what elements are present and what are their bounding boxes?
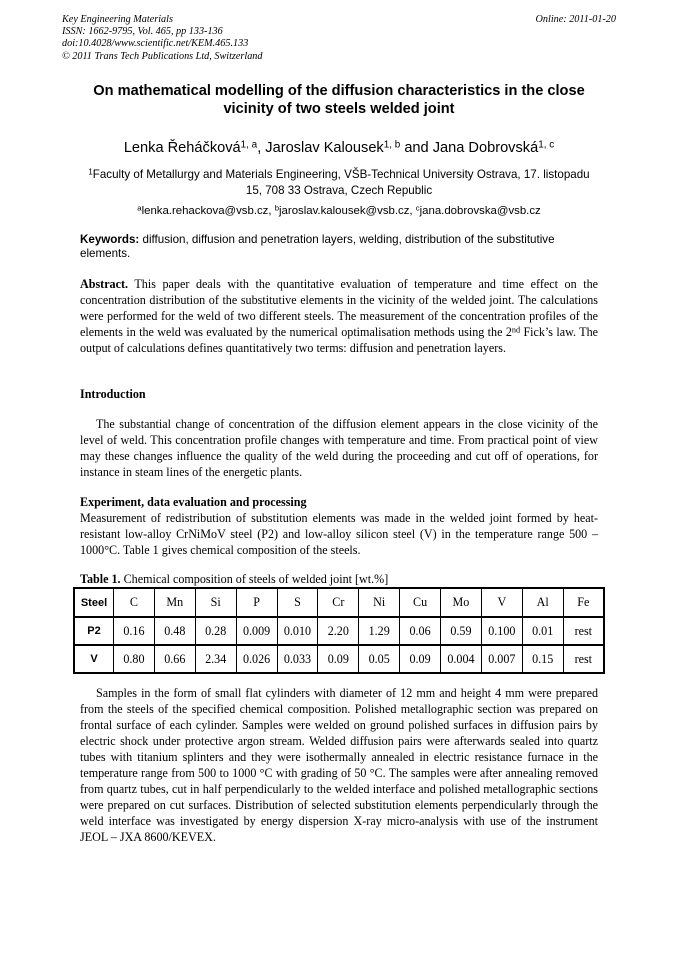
author-separator: and — [400, 140, 433, 156]
table-cell: 2.20 — [318, 617, 359, 645]
affiliation-mark: 1 — [88, 167, 93, 177]
author-list — [62, 139, 616, 157]
email-address[interactable]: jaroslav.kalousek@vsb.cz — [279, 205, 410, 217]
composition-table — [73, 587, 605, 674]
table-row — [74, 617, 604, 645]
author-name: Jana Dobrovská — [432, 140, 539, 156]
table-cell: 1.29 — [359, 617, 400, 645]
table-cell: 0.01 — [522, 617, 563, 645]
email-mark: a — [137, 203, 142, 213]
author-separator: , — [257, 140, 266, 156]
author-name: Jaroslav Kalousek — [265, 140, 384, 156]
abstract-label: Abstract. — [80, 277, 129, 291]
table-header-cell: Mn — [154, 588, 195, 617]
table-header-cell: Cr — [318, 588, 359, 617]
email-list — [62, 204, 616, 219]
author-affiliation-mark: 1, a — [240, 139, 258, 151]
email-separator: , — [268, 205, 275, 217]
abstract — [80, 276, 598, 356]
table-header-cell: Fe — [563, 588, 604, 617]
table-cell: 0.48 — [154, 617, 195, 645]
email-separator: , — [409, 205, 416, 217]
table-header-cell: Al — [522, 588, 563, 617]
table-cell: 0.033 — [277, 645, 318, 673]
table-cell: 0.05 — [359, 645, 400, 673]
table-cell: P2 — [74, 617, 114, 645]
table-header-cell: Cu — [400, 588, 441, 617]
email-address[interactable]: lenka.rehackova@vsb.cz — [141, 205, 269, 217]
table-cell: 0.004 — [441, 645, 482, 673]
table-cell: rest — [563, 645, 604, 673]
introduction-paragraph: The substantial change of concentration of the diffusion element appears in the close vicinity of the level of weld. This concentration profile changes with temperature and time. From practical point of view may these changes influence the quality of the weld during the proceeding and cut off of operations, for instance in steam lines of the energetic plants. — [80, 417, 598, 479]
table-caption — [80, 572, 388, 587]
table-cell: 0.59 — [441, 617, 482, 645]
table-cell: 0.010 — [277, 617, 318, 645]
experiment-heading: Experiment, data evaluation and processing — [80, 495, 307, 509]
table-cell: V — [74, 645, 114, 673]
table-header-row — [74, 588, 604, 617]
experiment-paragraph: Measurement of redistribution of substitution elements was made in the welded joint formed by heat-resistant low-alloy CrNiMoV steel (P2) and low-alloy silicon steel (V) in the temperature range 500 – 1000°C. Table 1 gives chemical composition of the steels. — [80, 511, 598, 557]
online-date: Online: 2011-01-20 — [535, 14, 616, 25]
table-caption-text: Chemical composition of steels of welded joint [wt.%] — [120, 572, 389, 586]
abstract-text: This paper deals with the quantitative evaluation of temperature and time effect on the concentration distribution of the substitutive elements in the vicinity of the welded joint. The calculations were performed for the weld of two different steels. The measurement of the concentration profiles of the elements in the weld was evaluated by the numerical optimalisation methods using the 2 — [80, 277, 598, 339]
table-cell: 2.34 — [195, 645, 236, 673]
email-mark: c — [415, 203, 420, 213]
table-cell: 0.007 — [481, 645, 522, 673]
table-header-cell: Si — [195, 588, 236, 617]
table-cell: 0.15 — [522, 645, 563, 673]
table-caption-label: Table 1. — [80, 572, 121, 586]
table-header-cell: C — [114, 588, 155, 617]
samples-paragraph: Samples in the form of small flat cylinders with diameter of 12 mm and height 4 mm were prepared from the steels of the specified chemical composition. Polished metallographic section was prepared on frontal surface of each cylinder. Samples were welded on ground polished surfaces in diffusion pairs by electric shock under protective argon stream. Welded diffusion pairs were afterwards sealed into quartz tubes with titanium splinters and they were isothermally annealed in electric resistance furnace in the temperature range from 500 to 1000 °C with grading of 50 °C. The samples were after annealing removed from quartz tubes, cut in half perpendicularly to the welded interface and polished metallographic sections were prepared on cut surfaces. Distribution of selected substitution elements perpendicularly through the weld interface was investigated by energy dispersion X-ray micro-analysis with use of the instrument JEOL – JXA 8600/KEVEX. — [80, 686, 598, 844]
table-cell: 0.09 — [318, 645, 359, 673]
table-row — [74, 645, 604, 673]
table-cell: 0.009 — [236, 617, 277, 645]
journal-copyright: © 2011 Trans Tech Publications Ltd, Switzerland — [62, 50, 263, 62]
table-cell: 0.80 — [114, 645, 155, 673]
email-address[interactable]: jana.dobrovska@vsb.cz — [419, 205, 541, 217]
keywords — [80, 233, 598, 261]
paper-title: On mathematical modelling of the diffusion characteristics in the close vicinity of two steels welded joint — [93, 83, 585, 117]
author-affiliation-mark: 1, c — [538, 139, 555, 151]
journal-doi: doi:10.4028/www.scientific.net/KEM.465.133 — [62, 38, 249, 50]
author-name: Lenka Řeháčková — [123, 140, 241, 156]
journal-name: Key Engineering Materials — [62, 14, 173, 25]
table-header-cell: Steel — [74, 588, 114, 617]
journal-issn: ISSN: 1662-9795, Vol. 465, pp 133-136 — [62, 26, 223, 38]
table-header-cell: V — [481, 588, 522, 617]
table-header-cell: S — [277, 588, 318, 617]
table-cell: 0.100 — [481, 617, 522, 645]
table-cell: 0.026 — [236, 645, 277, 673]
table-header-cell: Ni — [359, 588, 400, 617]
author-affiliation-mark: 1, b — [383, 139, 401, 151]
abstract-superscript: nd — [511, 325, 521, 335]
table-cell: 0.28 — [195, 617, 236, 645]
email-mark: b — [274, 203, 280, 213]
journal-header — [62, 14, 262, 63]
table-cell: rest — [563, 617, 604, 645]
table-cell: 0.06 — [400, 617, 441, 645]
keywords-label: Keywords: — [80, 233, 140, 246]
table-cell: 0.66 — [154, 645, 195, 673]
keywords-text: diffusion, diffusion and penetration layers, welding, distribution of the substitutive elements. — [80, 233, 555, 261]
affiliation — [80, 167, 598, 198]
abstract-text-end: Fick’s law. The output of calculations defines quantitatively two terms: diffusion and penetration layers. — [80, 325, 599, 355]
introduction-heading: Introduction — [80, 387, 146, 401]
table-cell: 0.09 — [400, 645, 441, 673]
table-header-cell: P — [236, 588, 277, 617]
table-cell: 0.16 — [114, 617, 155, 645]
table-header-cell: Mo — [441, 588, 482, 617]
affiliation-text: Faculty of Metallurgy and Materials Engineering, VŠB-Technical University Ostrava, 17. listopadu 15, 708 33 Ostrava, Czech Republic — [92, 168, 590, 197]
